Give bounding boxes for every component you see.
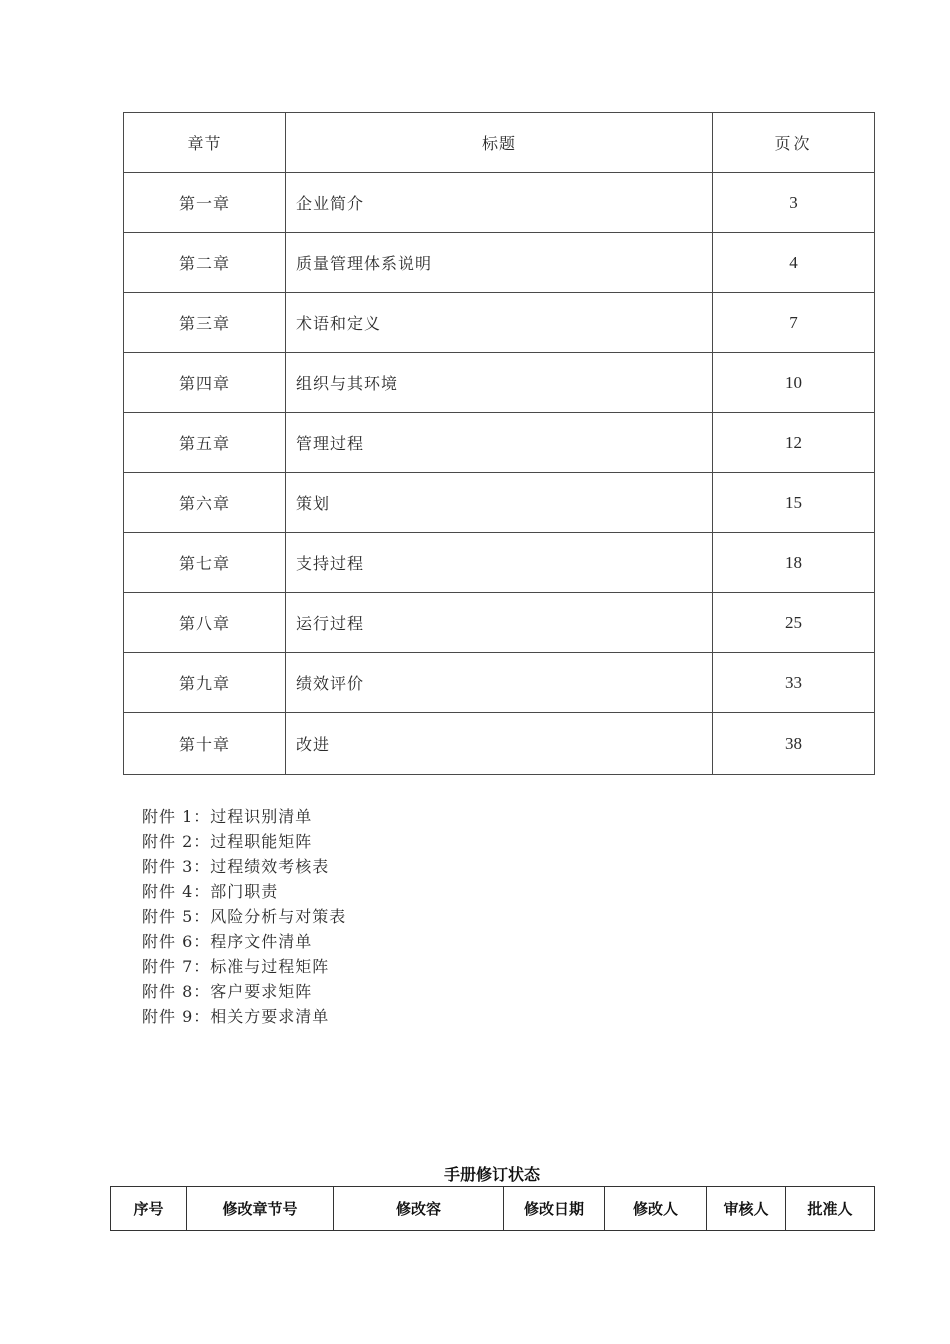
toc-chapter-cell: 第八章 xyxy=(124,593,286,653)
toc-title-cell: 改进 xyxy=(286,713,713,775)
toc-header-row xyxy=(124,113,875,173)
toc-page-cell: 10 xyxy=(713,353,875,413)
appendix-list xyxy=(142,804,346,1029)
revision-header-date: 修改日期 xyxy=(504,1187,605,1231)
appendix-item: 附件 4：部门职责 xyxy=(142,882,279,901)
appendix-item: 附件 8：客户要求矩阵 xyxy=(142,982,313,1001)
toc-chapter-cell: 第三章 xyxy=(124,293,286,353)
toc-chapter-cell: 第二章 xyxy=(124,233,286,293)
toc-page-cell: 33 xyxy=(713,653,875,713)
appendix-item: 附件 2：过程职能矩阵 xyxy=(142,832,313,851)
toc-page-cell: 7 xyxy=(713,293,875,353)
toc-page-cell: 12 xyxy=(713,413,875,473)
appendix-item: 附件 5：风险分析与对策表 xyxy=(142,907,347,926)
appendix-item: 附件 9：相关方要求清单 xyxy=(142,1007,330,1026)
toc-title-cell: 企业简介 xyxy=(286,173,713,233)
appendix-item: 附件 3：过程绩效考核表 xyxy=(142,857,330,876)
toc-row xyxy=(124,353,875,413)
revision-header-row xyxy=(111,1187,875,1231)
revision-header-reviewer: 审核人 xyxy=(707,1187,786,1231)
toc-chapter-cell: 第一章 xyxy=(124,173,286,233)
revision-header-content: 修改容 xyxy=(334,1187,504,1231)
revision-table xyxy=(110,1186,875,1231)
revision-header-approver: 批准人 xyxy=(786,1187,875,1231)
toc-title-cell: 绩效评价 xyxy=(286,653,713,713)
toc-page-cell: 38 xyxy=(713,713,875,775)
revision-header-modifier: 修改人 xyxy=(605,1187,707,1231)
toc-row xyxy=(124,413,875,473)
toc-title-cell: 管理过程 xyxy=(286,413,713,473)
appendix-item: 附件 6：程序文件清单 xyxy=(142,932,313,951)
toc-row xyxy=(124,653,875,713)
toc-header-page: 页次 xyxy=(713,113,875,173)
toc-chapter-cell: 第六章 xyxy=(124,473,286,533)
toc-page-cell: 25 xyxy=(713,593,875,653)
toc-row xyxy=(124,293,875,353)
toc-row xyxy=(124,233,875,293)
toc-page-cell: 18 xyxy=(713,533,875,593)
toc-chapter-cell: 第七章 xyxy=(124,533,286,593)
toc-page-cell: 15 xyxy=(713,473,875,533)
toc-chapter-cell: 第五章 xyxy=(124,413,286,473)
toc-header-title: 标题 xyxy=(286,113,713,173)
toc-table xyxy=(123,112,875,775)
toc-title-cell: 运行过程 xyxy=(286,593,713,653)
toc-page-cell: 3 xyxy=(713,173,875,233)
revision-header-section: 修改章节号 xyxy=(187,1187,334,1231)
toc-chapter-cell: 第九章 xyxy=(124,653,286,713)
revision-status-title: 手册修订状态 xyxy=(443,1165,540,1184)
toc-header-chapter: 章节 xyxy=(124,113,286,173)
appendix-item: 附件 1：过程识别清单 xyxy=(142,807,313,826)
toc-row xyxy=(124,593,875,653)
toc-title-cell: 策划 xyxy=(286,473,713,533)
revision-header-serial: 序号 xyxy=(111,1187,187,1231)
toc-title-cell: 术语和定义 xyxy=(286,293,713,353)
toc-row xyxy=(124,713,875,775)
toc-title-cell: 支持过程 xyxy=(286,533,713,593)
toc-row xyxy=(124,473,875,533)
appendix-item: 附件 7：标准与过程矩阵 xyxy=(142,957,330,976)
toc-row xyxy=(124,173,875,233)
toc-row xyxy=(124,533,875,593)
toc-page-cell: 4 xyxy=(713,233,875,293)
toc-title-cell: 质量管理体系说明 xyxy=(286,233,713,293)
toc-title-cell: 组织与其环境 xyxy=(286,353,713,413)
toc-chapter-cell: 第四章 xyxy=(124,353,286,413)
toc-chapter-cell: 第十章 xyxy=(124,713,286,775)
